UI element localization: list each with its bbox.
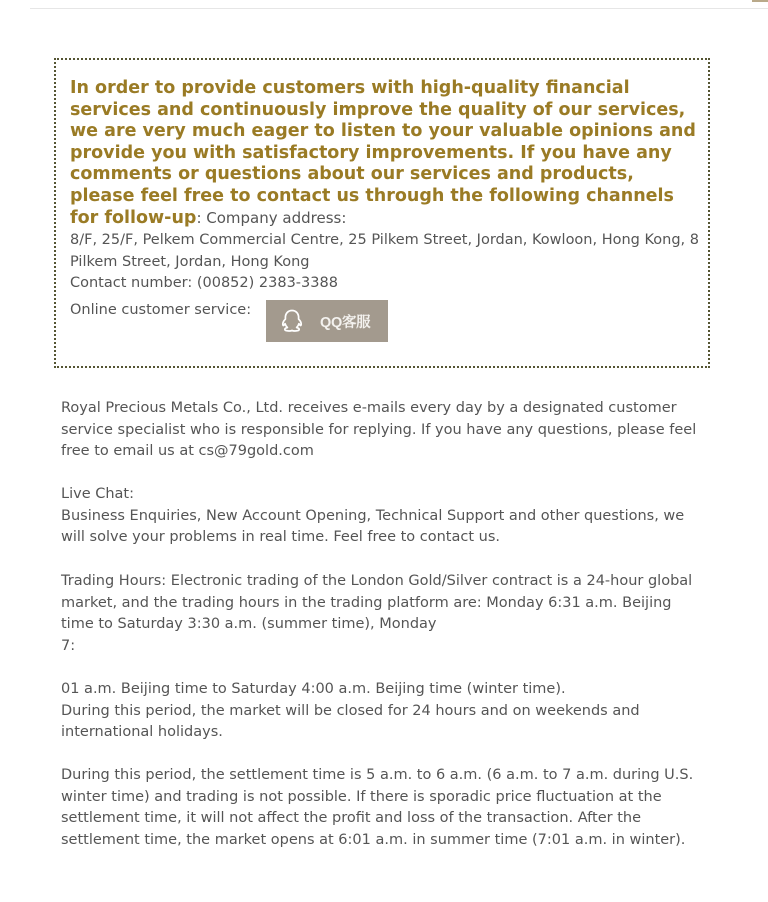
live-chat-section bbox=[61, 484, 706, 549]
trading-hours-continued bbox=[61, 679, 706, 744]
qq-customer-service-button[interactable] bbox=[266, 300, 388, 342]
company-address: 8/F, 25/F, Pelkem Commercial Centre, 25 Pilkem Street, Jordan, Kowloon, Hong Kong, 8 Pilkem Street, Jordan, Hong Kong bbox=[70, 232, 699, 270]
contact-number: Contact number: (00852) 2383-3388 bbox=[70, 275, 338, 291]
email-intro-text: Royal Precious Metals Co., Ltd. receives e-mails every day by a designated customer service specialist who is responsible for replying. If you have any questions, please feel free to email us at bbox=[61, 400, 697, 460]
trading-hours-section bbox=[61, 571, 706, 657]
intro-paragraph bbox=[70, 78, 700, 229]
email-paragraph bbox=[61, 398, 706, 463]
market-closed-text: During this period, the market will be closed for 24 hours and on weekends and international holidays. bbox=[61, 702, 640, 741]
live-chat-text: Business Enquiries, New Account Opening, Technical Support and other questions, we will solve your problems in real time. Feel free to contact us. bbox=[61, 507, 685, 546]
qq-penguin-icon bbox=[280, 308, 304, 334]
contact-info-box bbox=[54, 58, 710, 368]
intro-text: In order to provide customers with high-quality financial services and continuously improve the quality of our services, we are very much eager to listen to your valuable opinions and provide you with satisfactory improvements. If you have any comments or questions about our services and products, please feel free to contact us through the following channels for follow-up bbox=[70, 78, 696, 228]
company-address-label: : Company address: bbox=[196, 208, 347, 227]
winter-time-text: 01 a.m. Beijing time to Saturday 4:00 a.m. Beijing time (winter time). bbox=[61, 681, 566, 697]
qq-button-label: QQ客服 bbox=[320, 314, 371, 331]
email-link[interactable]: cs@79gold.com bbox=[198, 443, 314, 460]
trading-hours-text: Trading Hours: Electronic trading of the London Gold/Silver contract is a 24-hour global market, and the trading hours in the trading platform are: Monday 6:31 a.m. Beijing time to Saturday 3:30 a.m. (summer time), Monday bbox=[61, 573, 693, 633]
settlement-paragraph: During this period, the settlement time is 5 a.m. to 6 a.m. (6 a.m. to 7 a.m. during U.S. winter time) and trading is not possible. If there is sporadic price fluctuation at the settlement time, it will not affect the profit and loss of the transaction. After the settlement time, the market opens at 6:01 a.m. in summer time (7:01 a.m. in winter). bbox=[61, 767, 694, 848]
online-service-label: Online customer service: bbox=[70, 302, 252, 318]
live-chat-heading: Live Chat: bbox=[61, 486, 134, 502]
top-divider bbox=[30, 8, 768, 9]
top-accent-mark bbox=[752, 0, 768, 2]
trading-hours-fragment: 7: bbox=[61, 637, 76, 654]
